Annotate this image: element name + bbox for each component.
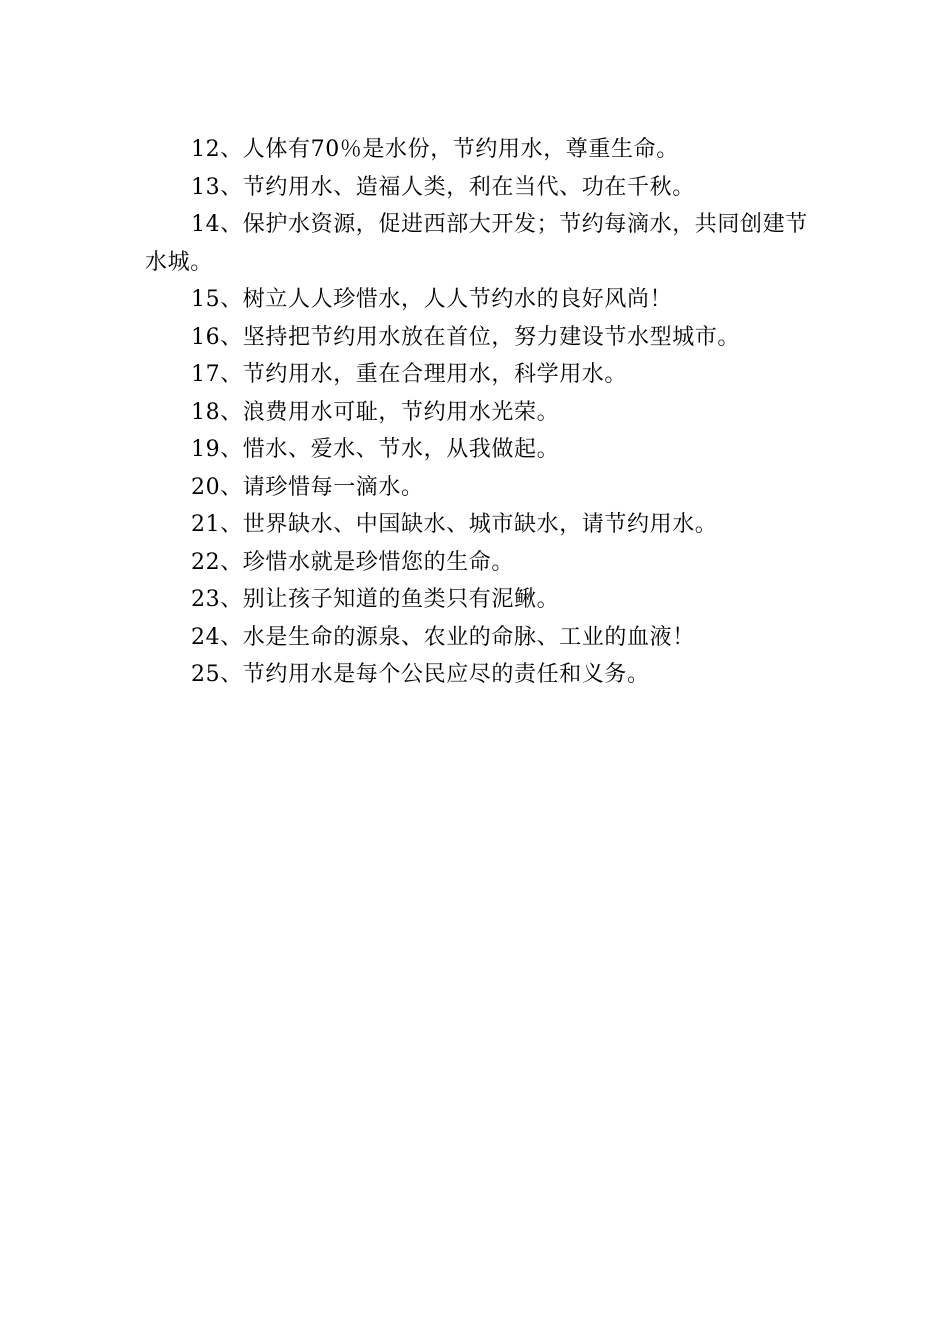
slogan-list	[145, 131, 810, 694]
list-item: 19、惜水、爱水、节水，从我做起。	[191, 437, 560, 462]
list-item: 22、珍惜水就是珍惜您的生命。	[191, 549, 514, 575]
list-item: 15、树立人人珍惜水，人人节约水的良好风尚！	[191, 287, 673, 312]
list-item: 13、节约用水、造福人类，利在当代、功在千秋。	[191, 174, 695, 200]
list-item: 18、浪费用水可耻，节约用水光荣。	[191, 399, 560, 425]
list-item: 24、水是生命的源泉、农业的命脉、工业的血液！	[191, 624, 695, 650]
list-item: 16、坚持把节约用水放在首位，努力建设节水型城市。	[191, 324, 740, 350]
list-item: 21、世界缺水、中国缺水、城市缺水，请节约用水。	[191, 512, 718, 537]
list-item: 14、保护水资源，促进西部大开发；节约每滴水，共同创建节水城。	[145, 212, 808, 275]
list-item: 25、节约用水是每个公民应尽的责任和义务。	[191, 662, 650, 687]
list-item: 20、请珍惜每一滴水。	[191, 474, 424, 500]
list-item: 12、人体有70％是水份，节约用水，尊重生命。	[191, 137, 679, 162]
list-item: 17、节约用水，重在合理用水，科学用水。	[191, 362, 627, 387]
list-item: 23、别让孩子知道的鱼类只有泥鳅。	[191, 587, 560, 612]
